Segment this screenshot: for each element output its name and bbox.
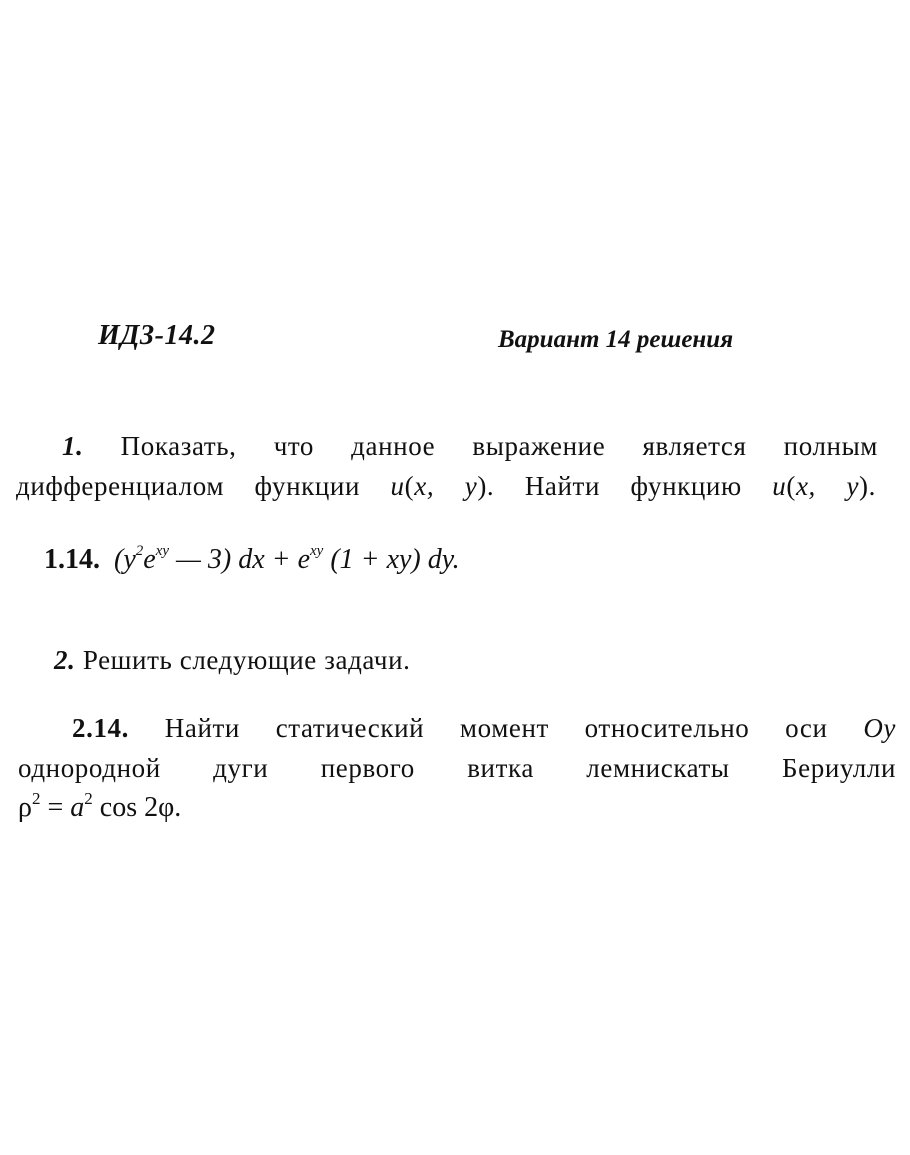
formula-sup-2: xy [155, 543, 170, 559]
task-1-line-2-text: дифференциалом функции [16, 471, 391, 501]
a-symbol: a [70, 792, 85, 823]
problem-2-14-number: 2.14. [72, 713, 129, 743]
function-u-2: u [772, 471, 787, 501]
task-1-line-2-text-b: ). Найти функцию [477, 471, 773, 501]
paren-open-2: ( [786, 471, 796, 501]
equals-sign: = [40, 792, 71, 823]
lemniscate-equation [18, 789, 181, 824]
a-sup: 2 [84, 789, 93, 808]
task-1-number: 1. [62, 431, 84, 461]
assignment-title: ИДЗ-14.2 [98, 320, 216, 351]
formula-part-3: — 3) dx + e [169, 544, 311, 575]
axis-oy: Oy [863, 713, 896, 743]
function-args: x, y [414, 471, 478, 501]
paren-close-2: ). [859, 471, 876, 501]
task-2-statement [54, 640, 411, 680]
formula-part-4: (1 + xy) dy. [323, 544, 460, 575]
problem-2-14-statement [18, 708, 896, 788]
task-2-number: 2. [54, 645, 76, 675]
function-args-2: x, y [795, 471, 860, 501]
task-1-line-2 [16, 466, 876, 506]
variant-label: Вариант 14 решения [498, 326, 734, 353]
problem-1-14-number: 1.14. [44, 544, 100, 575]
formula-sup-1: 2 [135, 543, 144, 559]
problem-2-14-line-1 [72, 708, 896, 748]
task-1-line-1-text: Показать, что данное выражение является полным [120, 431, 878, 461]
function-u: u [390, 471, 405, 501]
rho-symbol: ρ [18, 792, 32, 823]
task-1-line-1 [62, 426, 878, 466]
rho-sup: 2 [31, 789, 41, 808]
cos-term: cos 2φ. [92, 792, 182, 823]
task-1-statement [16, 426, 878, 506]
formula-sup-3: xy [310, 543, 324, 559]
paren-open: ( [404, 471, 415, 501]
problem-2-14-line-1-text: Найти статический момент относительно оси [164, 713, 828, 743]
formula-part-2: e [143, 544, 156, 575]
task-2-text: Решить следующие задачи. [82, 645, 411, 675]
problem-2-14-line-2: однородной дуги первого витка лемнискаты Бериулли [18, 753, 896, 783]
formula-part-1: (y [114, 544, 136, 575]
problem-1-14-formula [44, 543, 460, 576]
